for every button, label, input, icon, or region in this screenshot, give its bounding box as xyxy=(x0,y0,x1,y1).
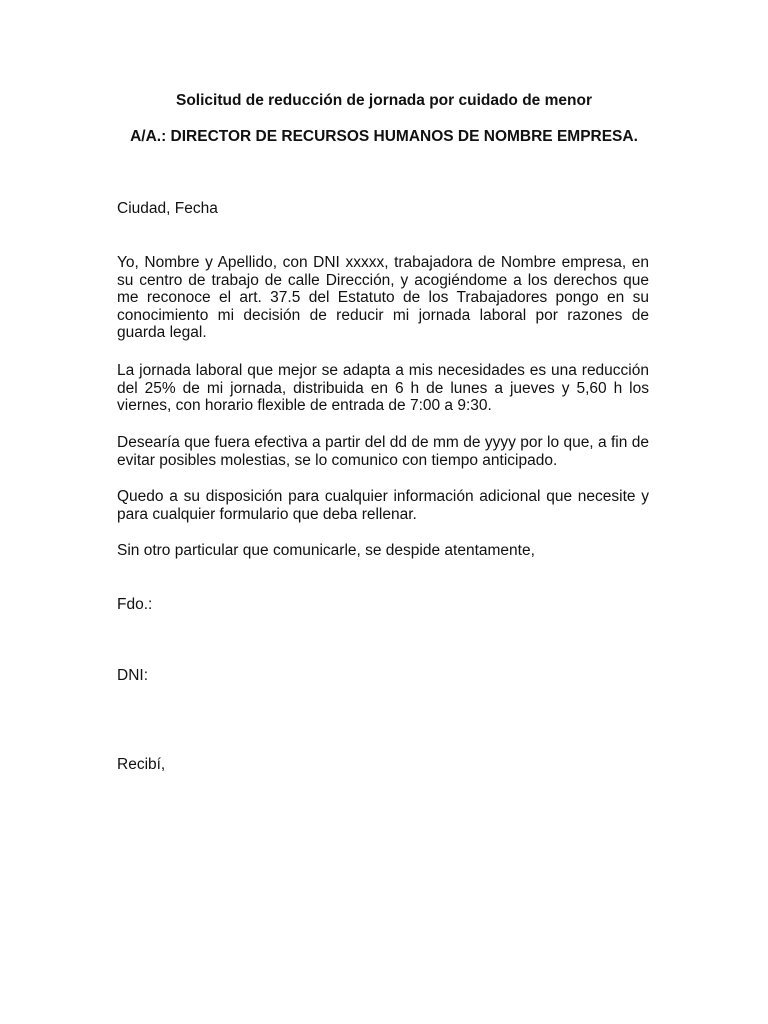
city-date-line: Ciudad, Fecha xyxy=(117,200,218,217)
received-label: Recibí, xyxy=(117,756,166,773)
paragraph-effective-date: Desearía que fuera efectiva a partir del dd de mm de yyyy por lo que, a fin de evitar posibles molestias, se lo comunico con tiempo anticipado. xyxy=(117,434,649,469)
closing-line: Sin otro particular que comunicarle, se despide atentamente, xyxy=(117,542,535,559)
dni-label: DNI: xyxy=(117,667,148,684)
document-title: Solicitud de reducción de jornada por cuidado de menor xyxy=(176,92,592,109)
paragraph-schedule: La jornada laboral que mejor se adapta a mis necesidades es una reducción del 25% de mi jornada, distribuida en 6 h de lunes a jueves y 5,60 h los viernes, con horario flexible de entrada de 7:00 a 9:30. xyxy=(117,362,649,415)
paragraph-availability: Quedo a su disposición para cualquier información adicional que necesite y para cualquier formulario que deba rellenar. xyxy=(117,488,649,523)
addressee-line: A/A.: DIRECTOR DE RECURSOS HUMANOS DE NOMBRE EMPRESA. xyxy=(130,128,638,145)
signature-label: Fdo.: xyxy=(117,596,153,613)
paragraph-intro: Yo, Nombre y Apellido, con DNI xxxxx, trabajadora de Nombre empresa, en su centro de trabajo de calle Dirección, y acogiéndome a los derechos que me reconoce el art. 37.5 del Estatuto de los Trabajadores pongo en su conocimiento mi decisión de reducir mi jornada laboral por razones de guarda legal. xyxy=(117,254,649,342)
